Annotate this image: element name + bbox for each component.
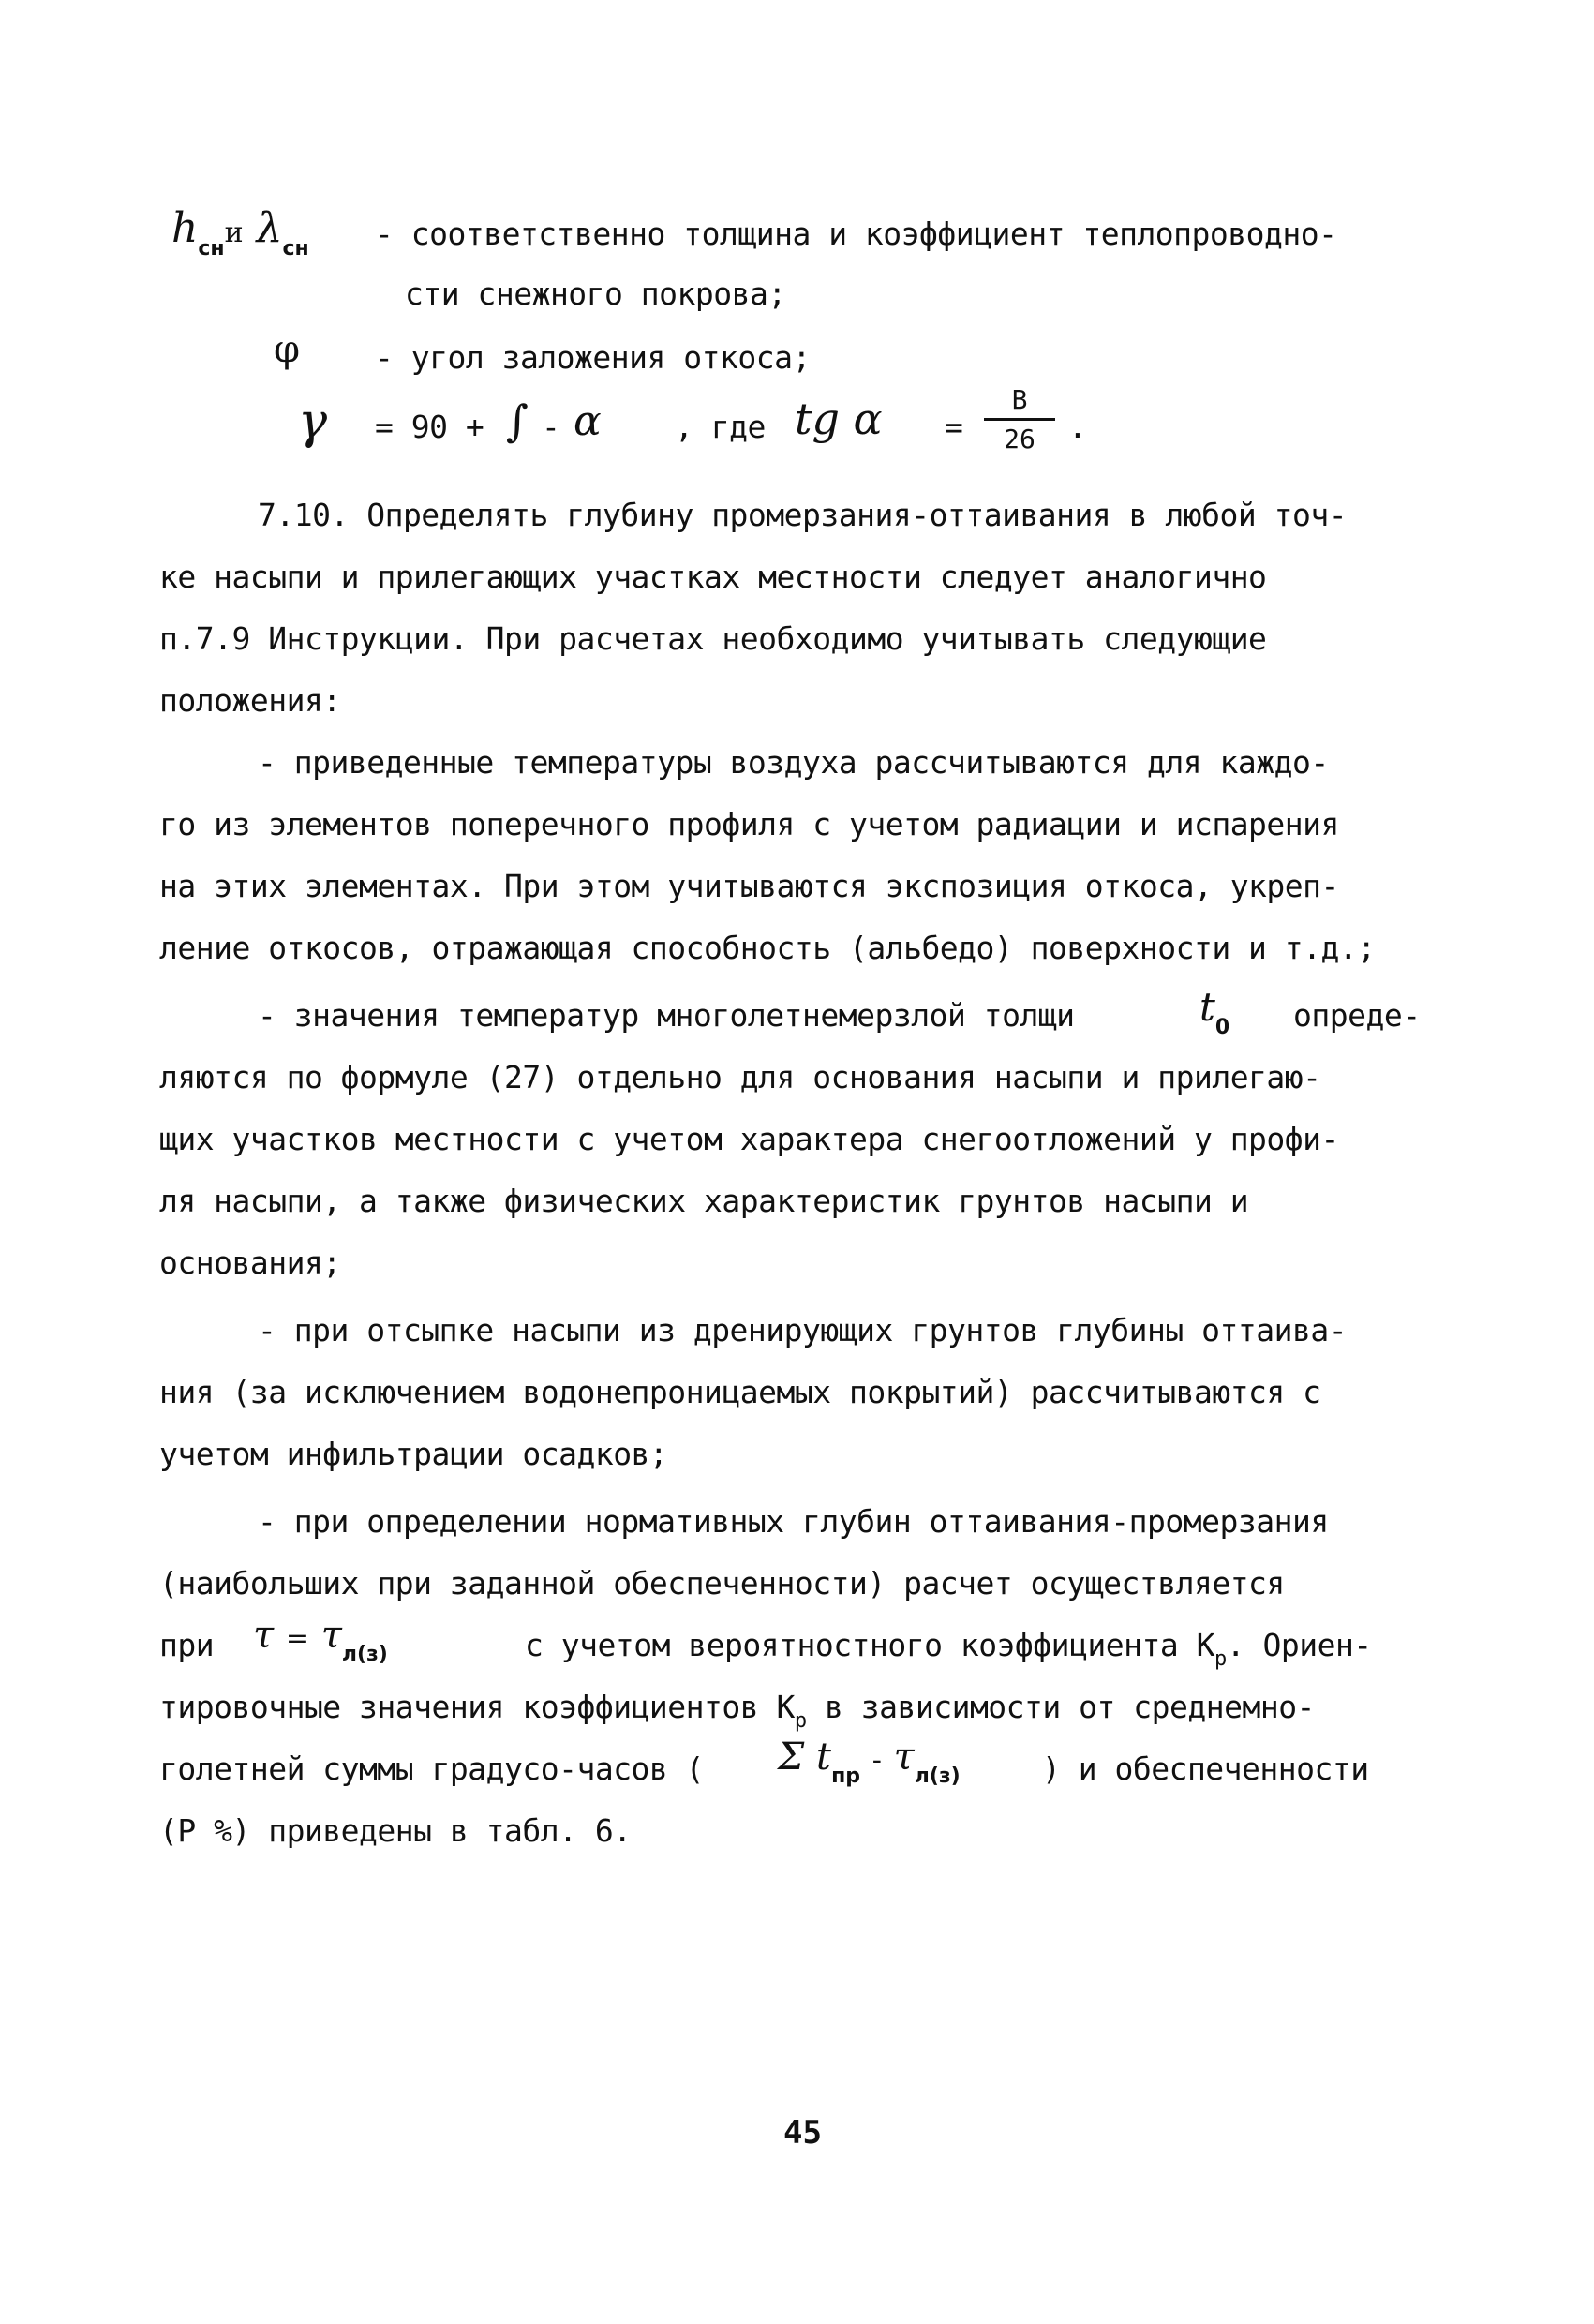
gamma-equals-2: = [945, 409, 963, 445]
symbol-t0: $t_0$ [1199, 984, 1230, 1039]
bullet-1-line-1: - приведенные температуры воздуха рассчитываются для каждо- [258, 744, 1329, 781]
symbol-alpha: α [574, 397, 602, 445]
bullet-4-line-3b-text: с учетом вероятностного коэффициента К [525, 1627, 1214, 1663]
symbol-phi: φ [274, 328, 301, 371]
para-7-10-line-4: положения: [159, 682, 341, 719]
bullet-2-line-1a: - значения температур многолетнемерзлой толщи [258, 997, 1075, 1034]
bullet-2-line-3: щих участков местности с учетом характера снегоотложений у профи- [159, 1121, 1339, 1157]
gamma-minus: - [542, 409, 560, 445]
para-7-10-line-2: ке насыпи и прилегающих участках местности следует аналогично [159, 559, 1267, 595]
bullet-4-line-5b: ) и обеспеченности [1042, 1750, 1369, 1787]
bullet-4-line-4 [159, 1689, 1315, 1731]
bullet-4-line-4a: тировочные значения коэффициентов К [159, 1689, 795, 1725]
fraction-numerator: В [1011, 384, 1028, 415]
fraction-denominator: 26 [1004, 424, 1035, 454]
bullet-3-line-3: учетом инфильтрации осадков; [159, 1436, 668, 1472]
bullet-3-line-2: ния (за исключением водонепроницаемых покрытий) рассчитываются с [159, 1374, 1321, 1410]
bullet-2-line-1b: опреде- [1293, 997, 1421, 1034]
gamma-equals: = 90 + [375, 409, 484, 445]
bullet-4-line-3b [525, 1627, 1372, 1669]
bullet-4-line-4b: в зависимости от среднемно- [825, 1689, 1315, 1725]
bullet-4-line-6: (Р %) приведены в табл. 6. [159, 1812, 632, 1849]
bullet-4-line-1: - при определении нормативных глубин оттаивания-промерзания [258, 1503, 1329, 1540]
bullet-4-line-3c: . Ориен- [1226, 1627, 1372, 1663]
bullet-4-line-5a: голетней суммы градусо-часов ( [159, 1750, 705, 1787]
bullet-1-line-3: на этих элементах. При этом учитываются экспозиция откоса, укреп- [159, 868, 1339, 904]
bullet-1-line-2: го из элементов поперечного профиля с учетом радиации и испарения [159, 806, 1339, 842]
symbol-tau-eq-tau-l3: $\tau = \tau_{л(з)}$ [253, 1614, 388, 1666]
gamma-dot: . [1068, 409, 1087, 445]
bullet-2-line-4: ля насыпи, а также физических характеристик грунтов насыпи и [159, 1183, 1249, 1219]
symbol-f: ∫ [506, 395, 529, 446]
bullet-1-line-4: ление откосов, отражающая способность (альбедо) поверхности и т.д.; [159, 930, 1376, 966]
page-number: 45 [783, 2114, 822, 2152]
bullet-4-line-2: (наибольших при заданной обеспеченности) расчет осуществляется [159, 1565, 1285, 1601]
definition-h-lambda-line-1: - соответственно толщина и коэффициент теплопроводно- [375, 216, 1337, 252]
definition-h-lambda-line-2: сти снежного покрова; [405, 276, 786, 312]
symbol-tg-alpha: tg α [795, 394, 883, 444]
symbol-h-lambda-sn: $h_{сн}и$ $\lambda_{сн}$ [171, 204, 309, 261]
fraction-bar [984, 418, 1055, 421]
para-7-10-line-1: 7.10. Определять глубину промерзания-оттаивания в любой точ- [258, 497, 1348, 533]
definition-phi: - угол заложения откоса; [375, 339, 811, 376]
bullet-2-line-2: ляются по формуле (27) отдельно для основания насыпи и прилегаю- [159, 1059, 1321, 1095]
para-7-10-line-3: п.7.9 Инструкции. При расчетах необходимо учитывать следующие [159, 620, 1267, 657]
kp-subscript-2: р [794, 1709, 807, 1733]
fraction-b-26 [984, 384, 1055, 465]
gamma-where: , где [675, 409, 766, 445]
bullet-4-line-3a: при [159, 1627, 215, 1663]
symbol-sum-t-minus-tau: Σ $t_{пр} - \tau_{л(з)}$ [778, 1736, 961, 1788]
bullet-2-line-5: основания; [159, 1244, 341, 1281]
bullet-3-line-1: - при отсыпке насыпи из дренирующих грунтов глубины оттаива- [258, 1312, 1348, 1348]
kp-subscript-1: р [1214, 1647, 1227, 1671]
symbol-gamma: γ [298, 394, 328, 450]
